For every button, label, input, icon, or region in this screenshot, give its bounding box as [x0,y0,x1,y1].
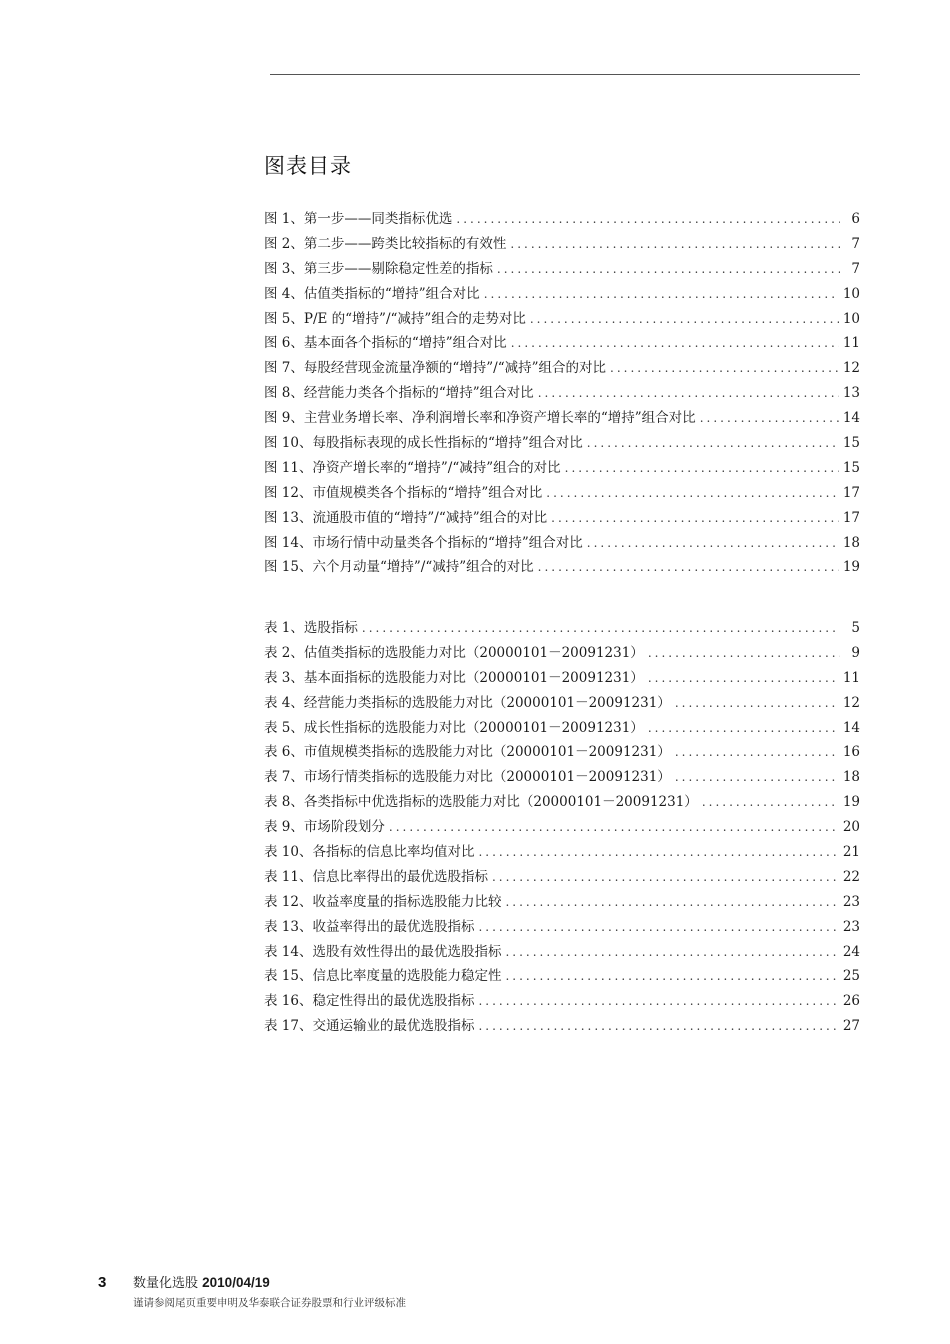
table-toc-entry[interactable] [264,641,860,666]
toc-entry-label[interactable]: 图 1、第一步——同类指标优选 [264,211,453,227]
toc-entry-label[interactable]: 表 17、交通运输业的最优选股指标 [264,1018,475,1035]
dot-leader [484,287,839,301]
toc-entry-label[interactable]: 表 7、市场行情类指标的选股能力对比（20000101－20091231） [264,769,671,786]
figure-toc-entry[interactable] [264,331,860,356]
table-toc-entry[interactable] [264,815,860,840]
toc-entry-page[interactable]: 5 [851,620,860,636]
toc-entry-label[interactable]: 表 5、成长性指标的选股能力对比（20000101－20091231） [264,719,644,736]
toc-entry-label[interactable]: 图 12、市值规模类各个指标的“增持”组合对比 [264,484,543,501]
table-toc-entry[interactable] [264,964,860,989]
toc-title: 图表目录 [264,154,352,178]
dot-leader [492,870,839,884]
figure-toc-entry[interactable] [264,481,860,506]
toc-entry-page[interactable]: 21 [842,844,860,861]
toc-entry-label[interactable]: 表 9、市场阶段划分 [264,819,385,836]
toc-entry-label[interactable]: 表 12、收益率度量的指标选股能力比较 [264,893,502,910]
toc-entry-label[interactable]: 表 4、经营能力类指标的选股能力对比（20000101－20091231） [264,694,671,711]
toc-entry-label[interactable]: 图 3、第三步——剔除稳定性差的指标 [264,260,493,277]
figure-toc-entry[interactable] [264,232,860,257]
toc-entry-page[interactable]: 7 [851,235,860,252]
figure-toc-entry[interactable] [264,257,860,282]
toc-entry-page[interactable]: 15 [842,459,860,476]
dot-leader [538,560,839,574]
dot-leader [505,945,838,959]
page-number: 3 [98,1274,107,1291]
toc-entry-page[interactable]: 23 [842,918,860,935]
toc-entry-label[interactable]: 表 11、信息比率得出的最优选股指标 [264,868,488,885]
dot-leader [362,621,840,635]
toc-entry-page[interactable]: 23 [842,893,860,910]
toc-entry-page[interactable]: 12 [842,694,860,711]
toc-entry-label[interactable]: 表 16、稳定性得出的最优选股指标 [264,993,475,1010]
toc-entry-label[interactable]: 图 8、经营能力类各个指标的“增持”组合对比 [264,385,534,402]
dot-leader [702,795,839,809]
dot-leader [648,721,839,735]
toc-entry-page[interactable]: 17 [842,484,860,501]
dot-leader [675,770,839,784]
table-toc-entry[interactable] [264,890,860,915]
dot-leader [546,486,839,500]
toc-entry-page[interactable]: 26 [842,993,860,1010]
table-toc-entry[interactable] [264,666,860,691]
table-toc-entry[interactable] [264,840,860,865]
table-toc-entry[interactable] [264,989,860,1014]
table-toc-entry[interactable] [264,716,860,741]
figure-toc-entry[interactable] [264,406,860,431]
figure-list [264,207,860,580]
report-date: 2010/04/19 [202,1275,270,1290]
dot-leader [511,336,839,350]
table-toc-entry[interactable] [264,740,860,765]
toc-entry-page[interactable]: 11 [842,335,860,352]
toc-entry-label[interactable]: 图 7、每股经营现金流量净额的“增持”/“减持”组合的对比 [264,360,607,377]
dot-leader [389,820,839,834]
toc-entry-label[interactable]: 图 9、主营业务增长率、净利润增长率和净资产增长率的“增持”组合对比 [264,410,696,427]
toc-entry-page[interactable]: 11 [842,669,860,686]
toc-entry-label[interactable]: 图 13、流通股市值的“增持”/“减持”组合的对比 [264,509,548,526]
dot-leader [478,1019,838,1033]
toc-entry-page[interactable]: 13 [842,385,860,402]
toc-entry-label[interactable]: 表 3、基本面指标的选股能力对比（20000101－20091231） [264,669,644,686]
dot-leader [675,696,839,710]
toc-entry-label[interactable]: 表 1、选股指标 [264,620,358,636]
toc-entry-page[interactable]: 25 [842,968,860,985]
dot-leader [456,212,840,226]
dot-leader [497,262,840,276]
dot-leader [478,994,838,1008]
toc-entry-page[interactable]: 27 [842,1018,860,1035]
dot-leader [675,745,839,759]
toc-entry-label[interactable]: 图 15、六个月动量“增持”/“减持”组合的对比 [264,559,534,576]
toc-entry-page[interactable]: 12 [842,360,860,377]
dot-leader [587,536,839,550]
toc-entry-page[interactable]: 9 [851,644,860,661]
dot-leader [478,845,838,859]
toc-entry-page[interactable]: 14 [842,410,860,427]
toc-entry-page[interactable]: 10 [842,285,860,302]
header-rule [270,74,860,75]
toc-entry-label[interactable]: 图 4、估值类指标的“增持”组合对比 [264,285,480,302]
toc-entry-label[interactable]: 表 13、收益率得出的最优选股指标 [264,918,475,935]
toc-entry-page[interactable]: 18 [842,534,860,551]
dot-leader [510,237,840,251]
table-toc-entry[interactable] [264,1014,860,1039]
toc-entry-page[interactable]: 15 [842,435,860,452]
toc-entry-page[interactable]: 19 [842,559,860,576]
toc-entry-label[interactable]: 图 11、净资产增长率的“增持”/“减持”组合的对比 [264,459,561,476]
figure-toc-entry[interactable] [264,431,860,456]
toc-entry-label[interactable]: 表 2、估值类指标的选股能力对比（20000101－20091231） [264,644,644,661]
table-toc-entry[interactable] [264,691,860,716]
dot-leader [610,361,839,375]
toc-entry-label[interactable]: 表 14、选股有效性得出的最优选股指标 [264,943,502,960]
toc-entry-page[interactable]: 22 [842,868,860,885]
figure-toc-entry[interactable] [264,356,860,381]
report-title: 数量化选股 [133,1276,199,1291]
toc-entry-page[interactable]: 20 [842,819,860,836]
toc-entry-page[interactable]: 7 [851,260,860,277]
toc-entry-label[interactable]: 图 14、市场行情中动量类各个指标的“增持”组合对比 [264,534,583,551]
table-toc-entry[interactable] [264,765,860,790]
toc-entry-page[interactable]: 16 [842,744,860,761]
toc-entry-page[interactable]: 18 [842,769,860,786]
toc-entry-label[interactable]: 表 8、各类指标中优选指标的选股能力对比（20000101－20091231） [264,794,698,811]
table-toc-entry[interactable] [264,865,860,890]
dot-leader [700,411,839,425]
toc-entry-label[interactable]: 图 10、每股指标表现的成长性指标的“增持”组合对比 [264,435,583,452]
dot-leader [648,646,840,660]
toc-entry-page[interactable]: 24 [842,943,860,960]
figure-toc-entry[interactable] [264,282,860,307]
dot-leader [565,461,839,475]
footer-disclaimer: 谨请参阅尾页重要申明及华泰联合证券股票和行业评级标准 [133,1297,406,1309]
dot-leader [648,671,839,685]
dot-leader [478,920,838,934]
toc-entry-label[interactable]: 表 6、市值规模类指标的选股能力对比（20000101－20091231） [264,744,671,761]
toc-entry-page[interactable]: 6 [851,211,860,227]
toc-entry-page[interactable]: 19 [842,794,860,811]
toc-entry-label[interactable]: 图 2、第二步——跨类比较指标的有效性 [264,235,507,252]
dot-leader [587,436,839,450]
toc-entry-label[interactable]: 表 10、各指标的信息比率均值对比 [264,844,475,861]
dot-leader [551,511,839,525]
figure-toc-entry[interactable] [264,381,860,406]
toc-entry-label[interactable]: 表 15、信息比率度量的选股能力稳定性 [264,968,502,985]
dot-leader [538,386,839,400]
table-list [264,616,860,1039]
figure-toc-entry[interactable] [264,456,860,481]
dot-leader [505,895,838,909]
figure-toc-entry[interactable] [264,307,860,332]
table-toc-entry[interactable] [264,915,860,940]
toc-entry-page[interactable]: 10 [842,310,860,327]
dot-leader [530,312,839,326]
table-toc-entry[interactable] [264,616,860,641]
figure-toc-entry[interactable] [264,506,860,531]
toc-entry-page[interactable]: 14 [842,719,860,736]
toc-entry-label[interactable]: 图 5、P/E 的“增持”/“减持”组合的走势对比 [264,310,526,327]
toc-entry-label[interactable]: 图 6、基本面各个指标的“增持”组合对比 [264,335,507,352]
figure-toc-entry[interactable] [264,531,860,556]
figure-toc-entry[interactable] [264,207,860,232]
dot-leader [505,969,838,983]
toc-entry-page[interactable]: 17 [842,509,860,526]
footer-report-title [133,1272,270,1291]
figure-toc-entry[interactable] [264,555,860,580]
table-toc-entry[interactable] [264,790,860,815]
table-toc-entry[interactable] [264,940,860,965]
